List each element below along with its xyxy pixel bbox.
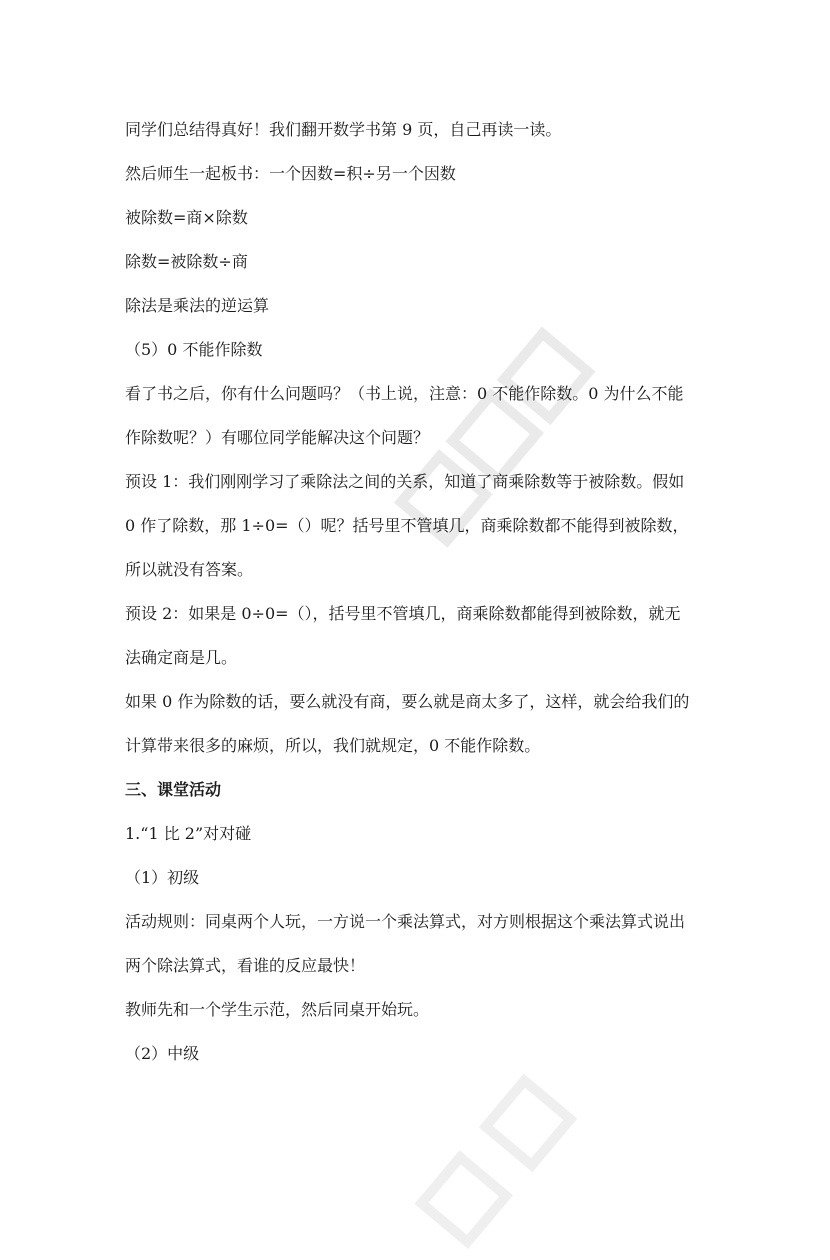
paragraph-line-4: 除数=被除数÷商: [125, 252, 248, 271]
document-body: [125, 108, 715, 1076]
paragraph-line-19: 活动规则：同桌两个人玩，一方说一个乘法算式，对方则根据这个乘法算式说出: [125, 912, 686, 931]
paragraph-line-12: 预设 2：如果是 0÷0=（），括号里不管填几，商乘除数都能得到被除数，就无: [125, 604, 681, 623]
paragraph-line-15: 计算带来很多的麻烦，所以，我们就规定，0 不能作除数。: [125, 736, 541, 755]
sub-point-5: （5）0 不能作除数: [125, 340, 263, 359]
paragraph-line-14: 如果 0 作为除数的话，要么就没有商，要么就是商太多了，这样，就会给我们的: [125, 692, 690, 711]
level-intermediate: （2）中级: [125, 1044, 200, 1063]
paragraph-line-7: 看了书之后，你有什么问题吗？（书上说，注意：0 不能作除数。0 为什么不能: [125, 384, 684, 403]
paragraph-line-8: 作除数呢？）有哪位同学能解决这个问题？: [125, 428, 430, 447]
paragraph-line-20: 两个除法算式，看谁的反应最快！: [125, 956, 366, 975]
watermark-logo-bottom: [380, 1060, 640, 1260]
paragraph-line-3: 被除数=商×除数: [125, 208, 248, 227]
paragraph-line-2: 然后师生一起板书：一个因数=积÷另一个因数: [125, 164, 456, 183]
activity-title: 1.“1 比 2”对对碰: [125, 824, 252, 843]
level-basic: （1）初级: [125, 868, 200, 887]
paragraph-line-13: 法确定商是几。: [125, 648, 238, 667]
paragraph-line-11: 所以就没有答案。: [125, 560, 254, 579]
paragraph-line-5: 除法是乘法的逆运算: [125, 296, 270, 315]
section-heading: 三、课堂活动: [125, 780, 222, 799]
paragraph-line-21: 教师先和一个学生示范，然后同桌开始玩。: [125, 1000, 430, 1019]
paragraph-line-10: 0 作了除数，那 1÷0=（）呢？括号里不管填几，商乘除数都不能得到被除数，: [125, 516, 689, 535]
paragraph-line-1: 同学们总结得真好！我们翻开数学书第 9 页，自己再读一读。: [125, 120, 562, 139]
paragraph-line-9: 预设 1：我们刚刚学习了乘除法之间的关系，知道了商乘除数等于被除数。假如: [125, 472, 685, 491]
